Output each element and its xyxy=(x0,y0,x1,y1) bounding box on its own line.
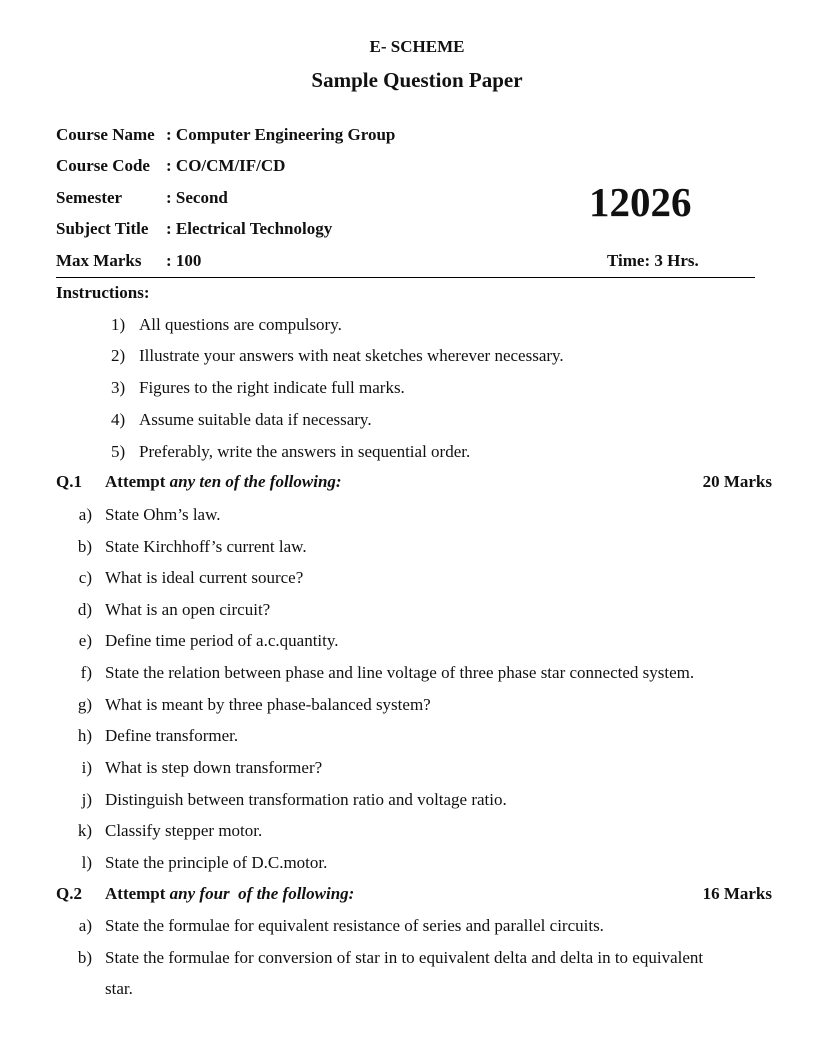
question-marks: 16 Marks xyxy=(702,884,772,903)
question-item: What is ideal current source? xyxy=(105,568,304,587)
item-letter: k) xyxy=(77,821,92,840)
item-letter: a) xyxy=(78,505,92,524)
question-number: Q.2 xyxy=(56,884,82,903)
question-number: Q.1 xyxy=(56,472,82,491)
item-letter: l) xyxy=(81,853,92,872)
instruction-text: Assume suitable data if necessary. xyxy=(139,410,372,429)
instruction-number: 3) xyxy=(111,378,126,397)
instruction-number: 1) xyxy=(111,315,126,334)
item-letter: h) xyxy=(77,726,92,745)
instruction-number: 5) xyxy=(111,442,126,461)
question-stem xyxy=(105,884,354,904)
item-letter: d) xyxy=(77,600,92,619)
scheme-label: E- SCHEME xyxy=(369,37,465,56)
item-letter: f) xyxy=(80,663,92,682)
question-item: State the formulae for equivalent resistance of series and parallel circuits. xyxy=(105,916,604,935)
meta-value-subject-title: : Electrical Technology xyxy=(166,219,333,238)
question-item: State Kirchhoff’s current law. xyxy=(105,537,307,556)
question-item: What is an open circuit? xyxy=(105,600,271,619)
item-letter: e) xyxy=(78,631,92,650)
item-letter: b) xyxy=(77,948,92,967)
item-letter: b) xyxy=(77,537,92,556)
question-item-continuation: star. xyxy=(105,979,133,998)
exam-time: Time: 3 Hrs. xyxy=(607,251,699,270)
instruction-text: Figures to the right indicate full marks. xyxy=(139,378,405,397)
instructions-heading: Instructions: xyxy=(56,283,150,302)
instruction-text: Illustrate your answers with neat sketches wherever necessary. xyxy=(139,346,564,365)
meta-label-semester: Semester xyxy=(56,188,123,207)
meta-value-semester: : Second xyxy=(166,188,228,207)
question-item: What is meant by three phase-balanced system? xyxy=(105,695,431,714)
question-lead: Attempt xyxy=(105,472,166,491)
instruction-text: All questions are compulsory. xyxy=(139,315,342,334)
question-stem xyxy=(105,472,342,492)
meta-label-max-marks: Max Marks xyxy=(56,251,142,270)
item-letter: j) xyxy=(81,790,92,809)
question-item: State the formulae for conversion of star in to equivalent delta and delta in to equivalent xyxy=(105,948,704,967)
question-item: State the principle of D.C.motor. xyxy=(105,853,328,872)
question-item: Distinguish between transformation ratio and voltage ratio. xyxy=(105,790,507,809)
meta-label-subject-title: Subject Title xyxy=(56,219,149,238)
question-marks: 20 Marks xyxy=(702,472,772,491)
item-letter: i) xyxy=(81,758,92,777)
question-item: What is step down transformer? xyxy=(105,758,323,777)
question-item: Classify stepper motor. xyxy=(105,821,263,840)
instruction-number: 2) xyxy=(111,346,126,365)
header-divider xyxy=(56,277,755,278)
meta-value-course-code: : CO/CM/IF/CD xyxy=(166,156,286,175)
paper-code: 12026 xyxy=(589,179,692,225)
item-letter: a) xyxy=(78,916,92,935)
meta-value-max-marks: : 100 xyxy=(166,251,202,270)
question-item: Define time period of a.c.quantity. xyxy=(105,631,339,650)
question-item: Define transformer. xyxy=(105,726,239,745)
item-letter: c) xyxy=(78,568,92,587)
question-item: State Ohm’s law. xyxy=(105,505,221,524)
instruction-text: Preferably, write the answers in sequential order. xyxy=(139,442,471,461)
question-instruction: any ten of the following: xyxy=(169,472,342,491)
question-lead: Attempt xyxy=(105,884,166,903)
item-letter: g) xyxy=(77,695,92,714)
meta-label-course-name: Course Name xyxy=(56,125,155,144)
meta-label-course-code: Course Code xyxy=(56,156,150,175)
question-instruction: any four of the following: xyxy=(169,884,355,903)
meta-value-course-name: : Computer Engineering Group xyxy=(166,125,396,144)
instruction-number: 4) xyxy=(111,410,126,429)
question-item: State the relation between phase and line voltage of three phase star connected system. xyxy=(105,663,695,682)
page-title: Sample Question Paper xyxy=(311,68,523,92)
